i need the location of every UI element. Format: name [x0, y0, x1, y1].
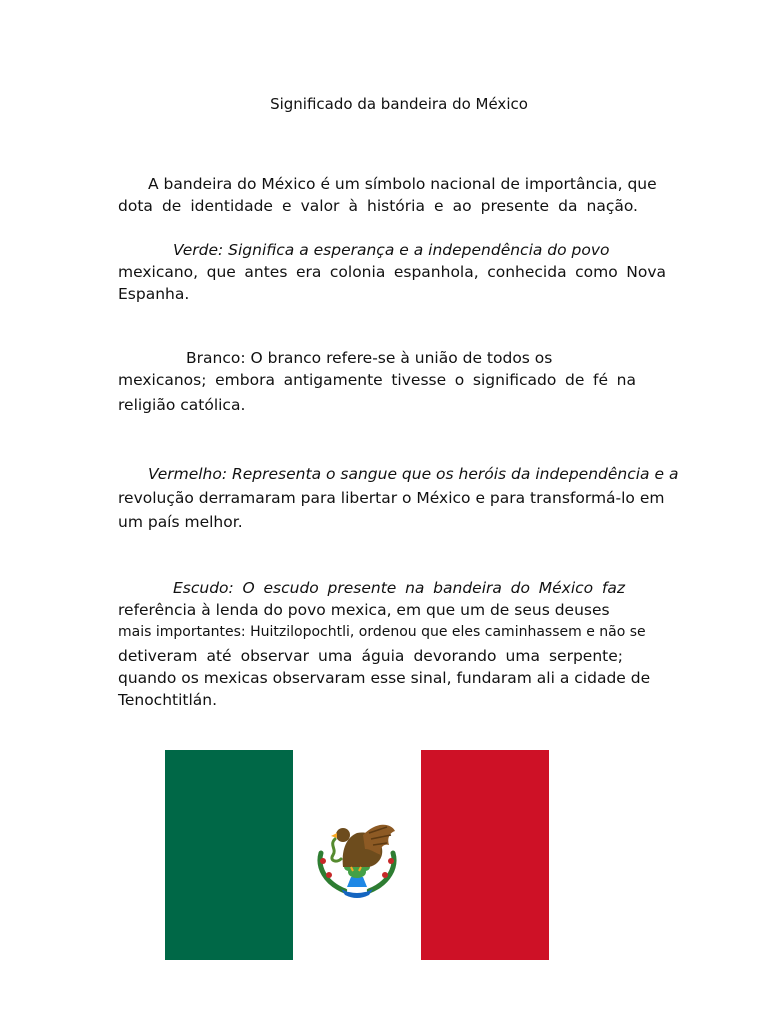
verde-paragraph [118, 239, 666, 305]
escudo-paragraph [118, 577, 651, 711]
escudo-line-1: Escudo: O escudo presente na bandeira do México faz [173, 579, 625, 597]
vermelho-line-1: Vermelho: Representa o sangue que os heróis da independência e a [148, 465, 679, 483]
verde-line-2: mexicano, que antes era colonia espanhola, conhecida como Nova [118, 263, 666, 281]
branco-paragraph [118, 347, 648, 416]
mexico-flag-image [165, 750, 549, 960]
branco-line-3: religião católica. [118, 396, 246, 414]
flag-green-band [165, 750, 293, 960]
escudo-line-3: mais importantes: Huitzilopochtli, ordenou que eles caminhassem e não se [118, 624, 646, 640]
page-title: Significado da bandeira do México [270, 95, 528, 113]
flag-red-band [421, 750, 549, 960]
verde-line-3: Espanha. [118, 285, 190, 303]
escudo-line-2: referência à lenda do povo mexica, em que um de seus deuses [118, 601, 610, 619]
escudo-line-6: Tenochtitlán. [118, 691, 218, 709]
verde-line-1 [118, 239, 648, 261]
intro-line-2: dota de identidade e valor à história e ao presente da nação. [118, 197, 638, 215]
intro-line-1: A bandeira do México é um símbolo nacional de importância, que [148, 175, 657, 193]
branco-line-2: mexicanos; embora antigamente tivesse o significado de fé na [118, 371, 636, 389]
vermelho-paragraph [118, 463, 679, 533]
branco-line-1: Branco: O branco refere-se à união de todos os [186, 349, 553, 367]
vermelho-line-2: revolução derramaram para libertar o México e para transformá-lo em [118, 489, 665, 507]
intro-paragraph [118, 173, 657, 217]
vermelho-line-3: um país melhor. [118, 513, 243, 531]
eagle-serpent-coat-of-arms-icon [307, 809, 407, 901]
escudo-line-4: detiveram até observar uma águia devorando uma serpente; [118, 647, 623, 665]
verde-text: Significa a esperança e a independência do povo [223, 241, 610, 259]
verde-label: Verde: [173, 241, 224, 259]
escudo-line-5: quando os mexicas observaram esse sinal, fundaram ali a cidade de [118, 669, 651, 687]
flag-white-band [293, 750, 421, 960]
